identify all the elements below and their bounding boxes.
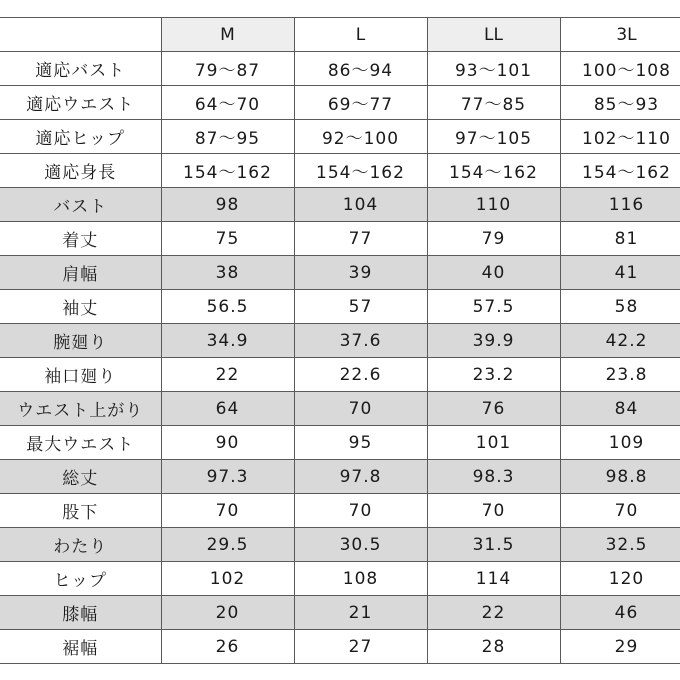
table-row (0, 426, 680, 460)
measurement-cell: 29.5 (161, 528, 294, 562)
measurement-cell: 95 (294, 426, 427, 460)
measurement-cell: 70 (161, 494, 294, 528)
measurement-cell: 34.9 (161, 324, 294, 358)
measurement-cell: 100～108 (560, 52, 680, 86)
table-row (0, 494, 680, 528)
size-header-l: L (294, 18, 427, 52)
measurement-cell: 58 (560, 290, 680, 324)
measurement-cell: 70 (294, 494, 427, 528)
measurement-cell: 38 (161, 256, 294, 290)
row-label: バスト (0, 188, 161, 222)
measurement-cell: 56.5 (161, 290, 294, 324)
measurement-cell: 90 (161, 426, 294, 460)
row-label: 総丈 (0, 460, 161, 494)
measurement-cell: 79 (427, 222, 560, 256)
table-row (0, 460, 680, 494)
table-row (0, 392, 680, 426)
measurement-cell: 28 (427, 630, 560, 664)
table-row (0, 630, 680, 664)
measurement-cell: 22 (161, 358, 294, 392)
size-chart-table (0, 17, 680, 664)
measurement-cell: 114 (427, 562, 560, 596)
table-row (0, 86, 680, 120)
row-label: ウエスト上がり (0, 392, 161, 426)
table-row (0, 358, 680, 392)
measurement-cell: 32.5 (560, 528, 680, 562)
measurement-cell: 69～77 (294, 86, 427, 120)
row-label: 適応身長 (0, 154, 161, 188)
measurement-cell: 101 (427, 426, 560, 460)
row-label: 腕廻り (0, 324, 161, 358)
size-header-ll: LL (427, 18, 560, 52)
measurement-cell: 20 (161, 596, 294, 630)
size-table-body (0, 52, 680, 664)
measurement-cell: 79～87 (161, 52, 294, 86)
measurement-cell: 116 (560, 188, 680, 222)
measurement-cell: 77 (294, 222, 427, 256)
measurement-cell: 75 (161, 222, 294, 256)
row-label: 袖口廻り (0, 358, 161, 392)
row-label: わたり (0, 528, 161, 562)
measurement-cell: 39.9 (427, 324, 560, 358)
table-row (0, 120, 680, 154)
size-header-m: M (161, 18, 294, 52)
size-header-row (0, 18, 680, 52)
row-label: ヒップ (0, 562, 161, 596)
row-label: 裾幅 (0, 630, 161, 664)
measurement-cell: 110 (427, 188, 560, 222)
measurement-cell: 92～100 (294, 120, 427, 154)
measurement-cell: 64～70 (161, 86, 294, 120)
measurement-cell: 104 (294, 188, 427, 222)
measurement-cell: 97.3 (161, 460, 294, 494)
measurement-cell: 23.8 (560, 358, 680, 392)
measurement-cell: 40 (427, 256, 560, 290)
measurement-cell: 77～85 (427, 86, 560, 120)
measurement-cell: 22.6 (294, 358, 427, 392)
table-row (0, 562, 680, 596)
measurement-cell: 70 (560, 494, 680, 528)
measurement-cell: 84 (560, 392, 680, 426)
measurement-cell: 37.6 (294, 324, 427, 358)
corner-cell (0, 18, 161, 52)
measurement-cell: 22 (427, 596, 560, 630)
measurement-cell: 26 (161, 630, 294, 664)
measurement-cell: 57 (294, 290, 427, 324)
measurement-cell: 70 (427, 494, 560, 528)
measurement-cell: 98 (161, 188, 294, 222)
row-label: 股下 (0, 494, 161, 528)
measurement-cell: 39 (294, 256, 427, 290)
row-label: 膝幅 (0, 596, 161, 630)
measurement-cell: 108 (294, 562, 427, 596)
measurement-cell: 93～101 (427, 52, 560, 86)
measurement-cell: 27 (294, 630, 427, 664)
measurement-cell: 76 (427, 392, 560, 426)
measurement-cell: 87～95 (161, 120, 294, 154)
measurement-cell: 46 (560, 596, 680, 630)
measurement-cell: 154～162 (560, 154, 680, 188)
measurement-cell: 81 (560, 222, 680, 256)
measurement-cell: 64 (161, 392, 294, 426)
measurement-cell: 109 (560, 426, 680, 460)
table-row (0, 222, 680, 256)
table-row (0, 290, 680, 324)
row-label: 適応ウエスト (0, 86, 161, 120)
table-row (0, 154, 680, 188)
table-row (0, 528, 680, 562)
measurement-cell: 21 (294, 596, 427, 630)
row-label: 適応ヒップ (0, 120, 161, 154)
measurement-cell: 98.3 (427, 460, 560, 494)
row-label: 最大ウエスト (0, 426, 161, 460)
measurement-cell: 102～110 (560, 120, 680, 154)
row-label: 着丈 (0, 222, 161, 256)
row-label: 袖丈 (0, 290, 161, 324)
measurement-cell: 86～94 (294, 52, 427, 86)
row-label: 肩幅 (0, 256, 161, 290)
measurement-cell: 57.5 (427, 290, 560, 324)
measurement-cell: 97～105 (427, 120, 560, 154)
row-label: 適応バスト (0, 52, 161, 86)
measurement-cell: 42.2 (560, 324, 680, 358)
size-header-3l: 3L (560, 18, 680, 52)
table-row (0, 596, 680, 630)
measurement-cell: 41 (560, 256, 680, 290)
measurement-cell: 85～93 (560, 86, 680, 120)
measurement-cell: 30.5 (294, 528, 427, 562)
table-row (0, 256, 680, 290)
measurement-cell: 154～162 (161, 154, 294, 188)
measurement-cell: 97.8 (294, 460, 427, 494)
measurement-cell: 23.2 (427, 358, 560, 392)
measurement-cell: 154～162 (427, 154, 560, 188)
measurement-cell: 31.5 (427, 528, 560, 562)
measurement-cell: 154～162 (294, 154, 427, 188)
table-row (0, 324, 680, 358)
measurement-cell: 98.8 (560, 460, 680, 494)
measurement-cell: 120 (560, 562, 680, 596)
measurement-cell: 70 (294, 392, 427, 426)
table-row (0, 188, 680, 222)
measurement-cell: 102 (161, 562, 294, 596)
measurement-cell: 29 (560, 630, 680, 664)
table-row (0, 52, 680, 86)
